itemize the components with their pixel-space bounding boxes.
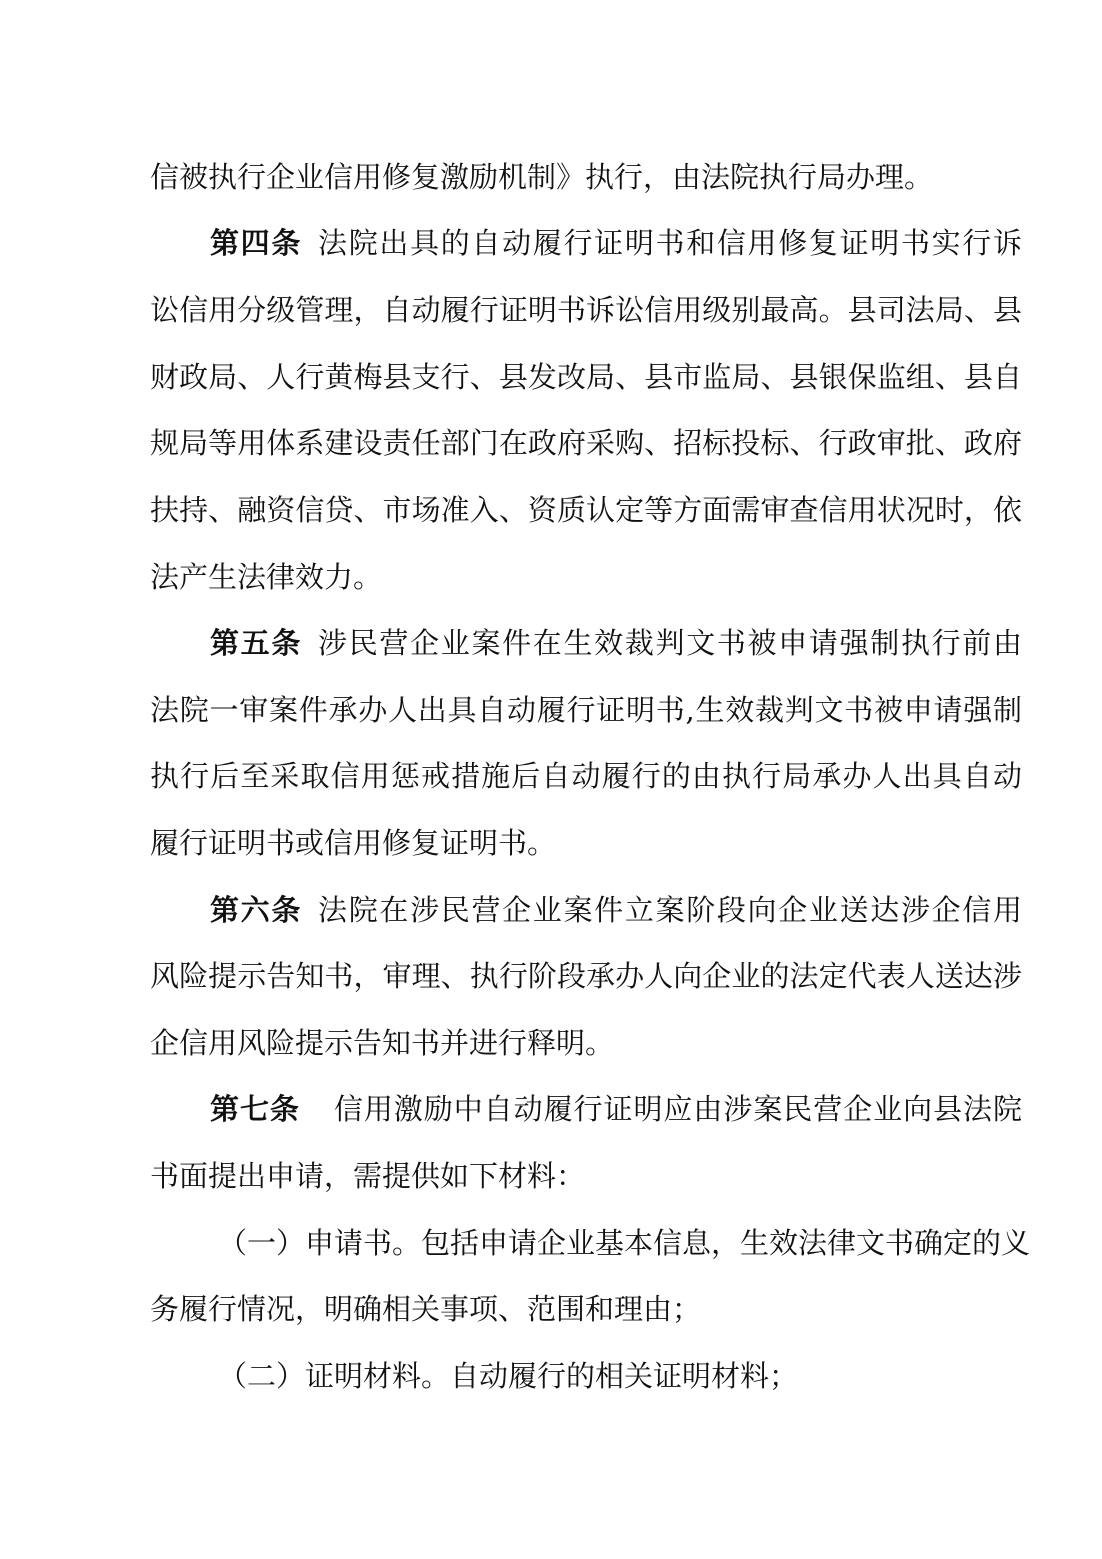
line-text: 扶持、融资信贷、市场准入、资质认定等方面需审查信用状况时，依: [150, 493, 1022, 527]
line-text: 履行证明书或信用修复证明书。: [150, 826, 557, 860]
paragraph-line: [150, 357, 1022, 397]
article-heading-5: 第五条: [210, 626, 303, 660]
line-text: 涉民营企业案件在生效裁判文书被申请强制执行前由: [318, 626, 1022, 660]
paragraph-line: [150, 423, 1022, 463]
line-text: 信被执行企业信用修复激励机制》执行，由法院执行局办理。: [150, 160, 934, 194]
line-text: 书面提出申请，需提供如下材料：: [150, 1159, 586, 1193]
line-text: 法院一审案件承办人出具自动履行证明书,生效裁判文书被申请强制: [150, 693, 1022, 727]
list-item-2: [218, 1356, 1022, 1396]
line-text: 信用激励中自动履行证明应由涉案民营企业向县法院: [333, 1092, 1022, 1126]
line-text: 法院出具的自动履行证明书和信用修复证明书实行诉: [318, 226, 1022, 260]
line-text: 财政局、人行黄梅县支行、县发改局、县市监局、县银保监组、县自: [150, 360, 1022, 394]
paragraph-line: [150, 1023, 1022, 1063]
line-text: 法院在涉民营企业案件立案阶段向企业送达涉企信用: [318, 893, 1022, 927]
line-text: （一）申请书。包括申请企业基本信息，生效法律文书确定的义: [218, 1226, 1031, 1260]
list-item-1-first-line: [218, 1223, 1031, 1263]
line-text: 讼信用分级管理，自动履行证明书诉讼信用级别最高。县司法局、县: [150, 293, 1022, 327]
article-heading-6: 第六条: [210, 893, 303, 927]
paragraph-line: [150, 1289, 1022, 1329]
article-6-first-line: [210, 890, 1022, 930]
paragraph-line: [150, 690, 1022, 730]
paragraph-line: [150, 557, 1022, 597]
paragraph-line: [150, 290, 1022, 330]
paragraph-line: [150, 157, 1022, 197]
article-heading-4: 第四条: [210, 226, 303, 260]
article-heading-7: 第七条: [210, 1092, 300, 1126]
line-text: 企信用风险提示告知书并进行释明。: [150, 1026, 615, 1060]
paragraph-line: [150, 490, 1022, 530]
article-5-first-line: [210, 623, 1022, 663]
line-text: 法产生法律效力。: [150, 560, 383, 594]
line-text: 风险提示告知书，审理、执行阶段承办人向企业的法定代表人送达涉: [150, 959, 1022, 993]
article-7-first-line: [210, 1089, 1022, 1129]
line-text: （二）证明材料。自动履行的相关证明材料；: [218, 1359, 799, 1393]
article-4-first-line: [210, 223, 1022, 263]
paragraph-line: [150, 823, 1022, 863]
line-text: 规局等用体系建设责任部门在政府采购、招标投标、行政审批、政府: [150, 426, 1022, 460]
line-text: 务履行情况，明确相关事项、范围和理由；: [150, 1292, 702, 1326]
paragraph-line: [150, 756, 1022, 796]
paragraph-line: [150, 956, 1022, 996]
line-text: 执行后至采取信用惩戒措施后自动履行的由执行局承办人出具自动: [150, 759, 1022, 793]
paragraph-line: [150, 1156, 1022, 1196]
